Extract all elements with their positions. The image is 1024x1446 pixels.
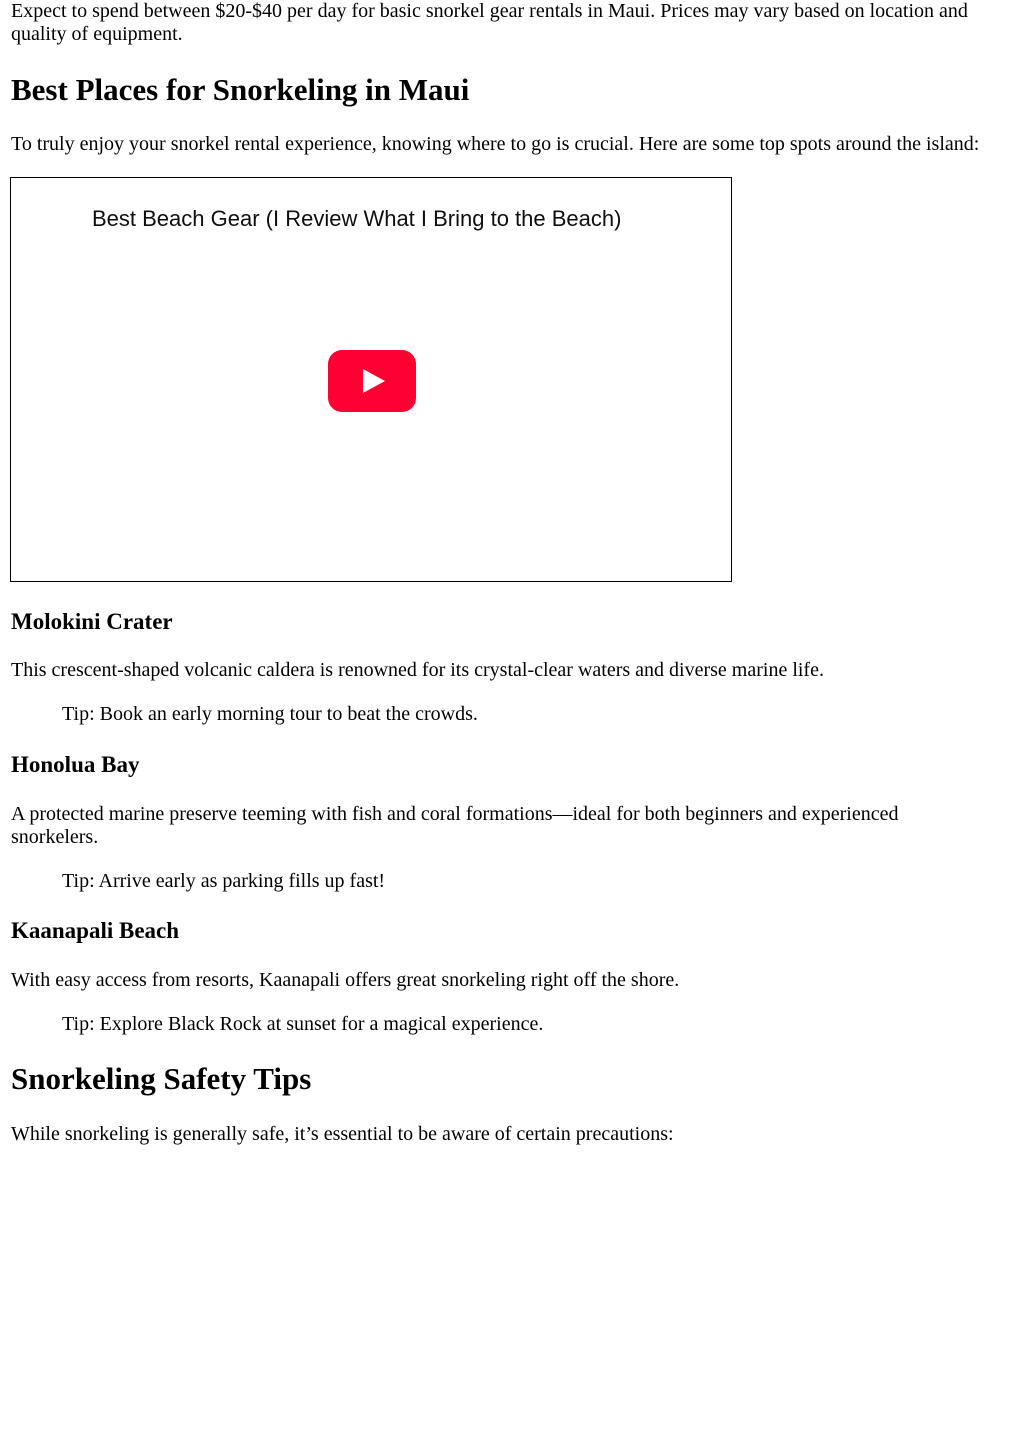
best-places-intro: To truly enjoy your snorkel rental experience, knowing where to go is crucial. Here are some top spots around the island: (11, 133, 980, 155)
spot-heading-honolua: Honolua Bay (11, 752, 140, 777)
price-paragraph: Expect to spend between $20-$40 per day for basic snorkel gear rentals in Maui. Prices may vary based on location and quality of equipment. (11, 0, 968, 45)
spot-tip-molokini: Tip: Book an early morning tour to beat the crowds. (62, 703, 478, 725)
video-embed[interactable] (10, 177, 732, 582)
spot-description-molokini: This crescent-shaped volcanic caldera is renowned for its crystal-clear waters and diverse marine life. (11, 659, 824, 681)
spot-heading-kaanapali: Kaanapali Beach (11, 918, 180, 943)
youtube-play-icon[interactable] (328, 350, 416, 412)
play-triangle-icon (363, 369, 385, 393)
spot-heading-molokini: Molokini Crater (11, 609, 173, 634)
safety-intro: While snorkeling is generally safe, it’s essential to be aware of certain precautions: (11, 1123, 674, 1145)
spot-tip-honolua: Tip: Arrive early as parking fills up fast! (62, 870, 386, 892)
spot-description-kaanapali: With easy access from resorts, Kaanapali offers great snorkeling right off the shore. (11, 969, 680, 991)
spot-description-honolua: A protected marine preserve teeming with fish and coral formations—ideal for both beginners and experienced snorkelers. (11, 803, 899, 848)
safety-heading: Snorkeling Safety Tips (11, 1061, 312, 1096)
best-places-heading: Best Places for Snorkeling in Maui (11, 72, 470, 107)
spot-tip-kaanapali: Tip: Explore Black Rock at sunset for a magical experience. (62, 1013, 544, 1035)
video-title[interactable]: Best Beach Gear (I Review What I Bring to the Beach) (92, 206, 622, 231)
